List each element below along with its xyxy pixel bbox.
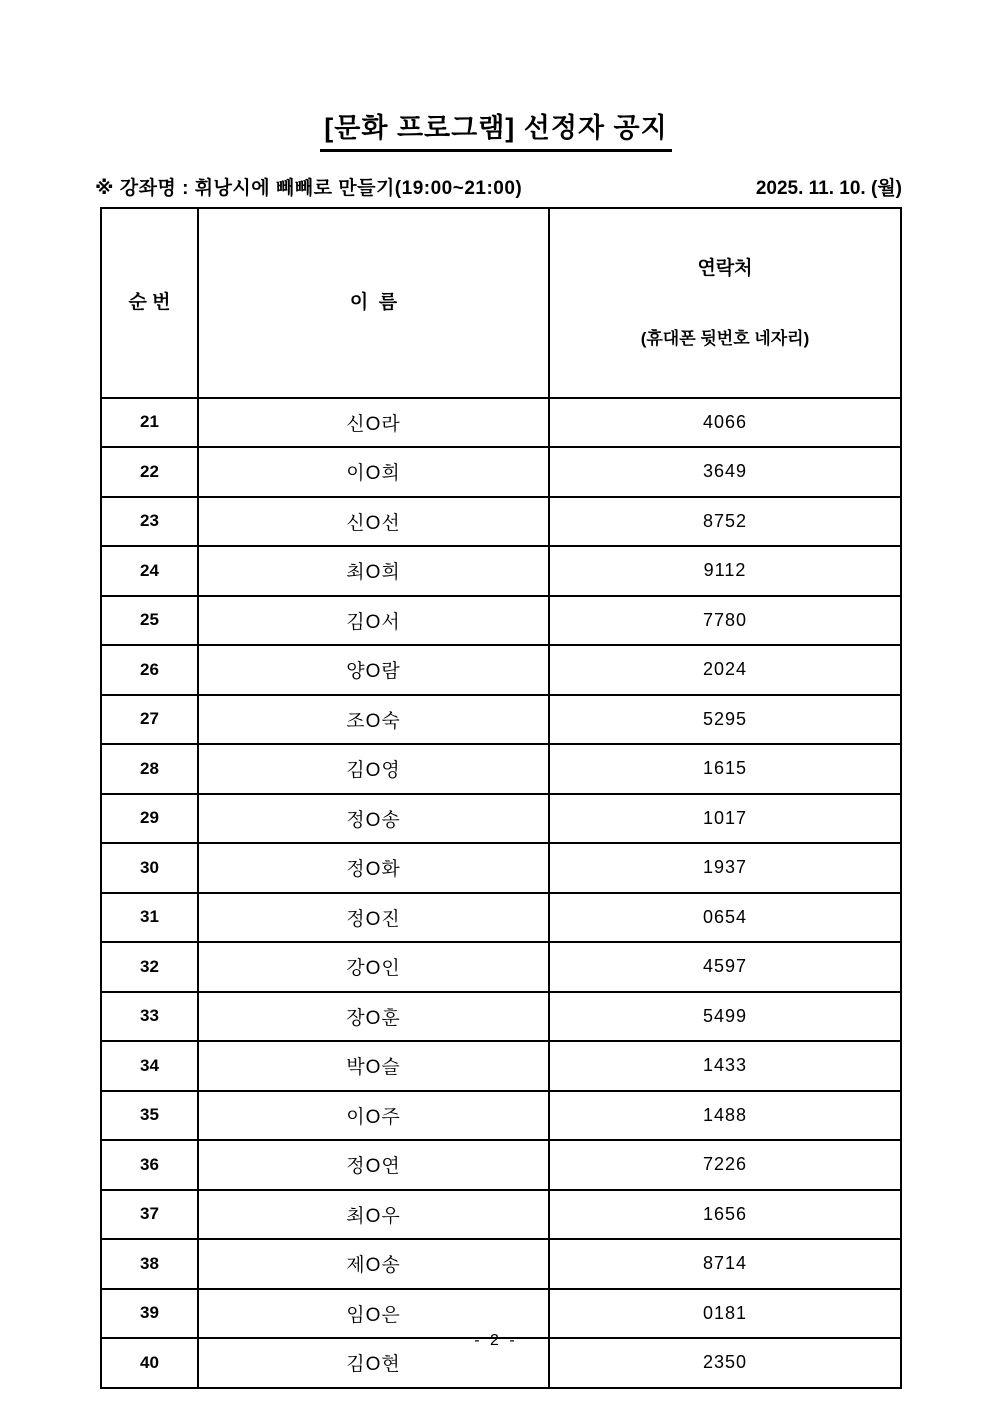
row-contact-cell: 1937 — [549, 843, 901, 893]
row-number-cell: 24 — [101, 546, 198, 596]
row-name-cell: 조O숙 — [198, 695, 549, 745]
row-name-cell: 최O희 — [198, 546, 549, 596]
row-name-cell: 정O송 — [198, 794, 549, 844]
row-name-cell: 김O영 — [198, 744, 549, 794]
row-number-cell: 22 — [101, 447, 198, 497]
row-name-cell: 최O우 — [198, 1190, 549, 1240]
row-contact-cell: 1615 — [549, 744, 901, 794]
participants-table-header — [101, 208, 901, 398]
table-row — [101, 447, 901, 497]
row-number-cell: 26 — [101, 645, 198, 695]
date-label: 2025. 11. 10. (월) — [755, 178, 902, 199]
row-name-cell: 양O람 — [198, 645, 549, 695]
row-contact-cell: 1656 — [549, 1190, 901, 1240]
row-number-cell: 27 — [101, 695, 198, 745]
header-cell-contact — [549, 208, 901, 398]
row-name-cell: 김O현 — [198, 1338, 549, 1388]
table-row — [101, 497, 901, 547]
header-row — [101, 208, 901, 398]
row-contact-cell: 8714 — [549, 1239, 901, 1289]
table-row — [101, 1041, 901, 1091]
row-number-cell: 35 — [101, 1091, 198, 1141]
header-cell-no: 순 번 — [101, 208, 198, 398]
row-number-cell: 32 — [101, 942, 198, 992]
page-title: [문화 프로그램] 선정자 공지 — [320, 106, 671, 152]
table-row — [101, 1289, 901, 1339]
table-row — [101, 992, 901, 1042]
row-name-cell: 이O희 — [198, 447, 549, 497]
row-name-cell: 신O선 — [198, 497, 549, 547]
table-row — [101, 1239, 901, 1289]
row-number-cell: 37 — [101, 1190, 198, 1240]
row-contact-cell: 2024 — [549, 645, 901, 695]
table-row — [101, 794, 901, 844]
row-contact-cell: 0654 — [549, 893, 901, 943]
subheader — [95, 173, 902, 200]
table-row — [101, 744, 901, 794]
row-name-cell: 장O훈 — [198, 992, 549, 1042]
table-row — [101, 843, 901, 893]
row-contact-cell: 2350 — [549, 1338, 901, 1388]
row-name-cell: 임O은 — [198, 1289, 549, 1339]
row-name-cell: 이O주 — [198, 1091, 549, 1141]
row-contact-cell: 3649 — [549, 447, 901, 497]
course-name-label: ※ 강좌명 : 휘낭시에 빼빼로 만들기(19:00~21:00) — [95, 178, 523, 199]
row-number-cell: 38 — [101, 1239, 198, 1289]
participants-table — [100, 207, 902, 1389]
row-name-cell: 제O송 — [198, 1239, 549, 1289]
participants-table-body — [101, 398, 901, 1388]
row-contact-cell: 5499 — [549, 992, 901, 1042]
row-number-cell: 33 — [101, 992, 198, 1042]
row-name-cell: 김O서 — [198, 596, 549, 646]
table-row — [101, 942, 901, 992]
row-number-cell: 36 — [101, 1140, 198, 1190]
row-contact-cell: 8752 — [549, 497, 901, 547]
row-number-cell: 23 — [101, 497, 198, 547]
row-contact-cell: 0181 — [549, 1289, 901, 1339]
row-name-cell: 정O연 — [198, 1140, 549, 1190]
row-contact-cell: 4066 — [549, 398, 901, 448]
row-number-cell: 30 — [101, 843, 198, 893]
row-contact-cell: 4597 — [549, 942, 901, 992]
page-number: - 2 - — [474, 1332, 518, 1349]
row-name-cell: 박O슬 — [198, 1041, 549, 1091]
row-number-cell: 28 — [101, 744, 198, 794]
table-row — [101, 596, 901, 646]
row-name-cell: 강O인 — [198, 942, 549, 992]
header-cell-name: 이 름 — [198, 208, 549, 398]
row-number-cell: 34 — [101, 1041, 198, 1091]
row-name-cell: 신O라 — [198, 398, 549, 448]
header-contact-line1: 연락처 — [697, 257, 753, 279]
table-row — [101, 893, 901, 943]
row-name-cell: 정O화 — [198, 843, 549, 893]
table-row — [101, 546, 901, 596]
row-contact-cell: 1017 — [549, 794, 901, 844]
table-row — [101, 398, 901, 448]
row-number-cell: 39 — [101, 1289, 198, 1339]
table-row — [101, 1140, 901, 1190]
table-row — [101, 1190, 901, 1240]
page-title-wrap — [0, 106, 992, 152]
row-contact-cell: 7780 — [549, 596, 901, 646]
table-row — [101, 695, 901, 745]
row-contact-cell: 1433 — [549, 1041, 901, 1091]
row-number-cell: 21 — [101, 398, 198, 448]
row-contact-cell: 5295 — [549, 695, 901, 745]
row-number-cell: 40 — [101, 1338, 198, 1388]
header-contact-line2: (휴대폰 뒷번호 네자리) — [640, 328, 810, 348]
row-contact-cell: 1488 — [549, 1091, 901, 1141]
row-contact-cell: 9112 — [549, 546, 901, 596]
row-number-cell: 25 — [101, 596, 198, 646]
row-contact-cell: 7226 — [549, 1140, 901, 1190]
row-number-cell: 29 — [101, 794, 198, 844]
table-row — [101, 1091, 901, 1141]
row-number-cell: 31 — [101, 893, 198, 943]
row-name-cell: 정O진 — [198, 893, 549, 943]
table-row — [101, 645, 901, 695]
